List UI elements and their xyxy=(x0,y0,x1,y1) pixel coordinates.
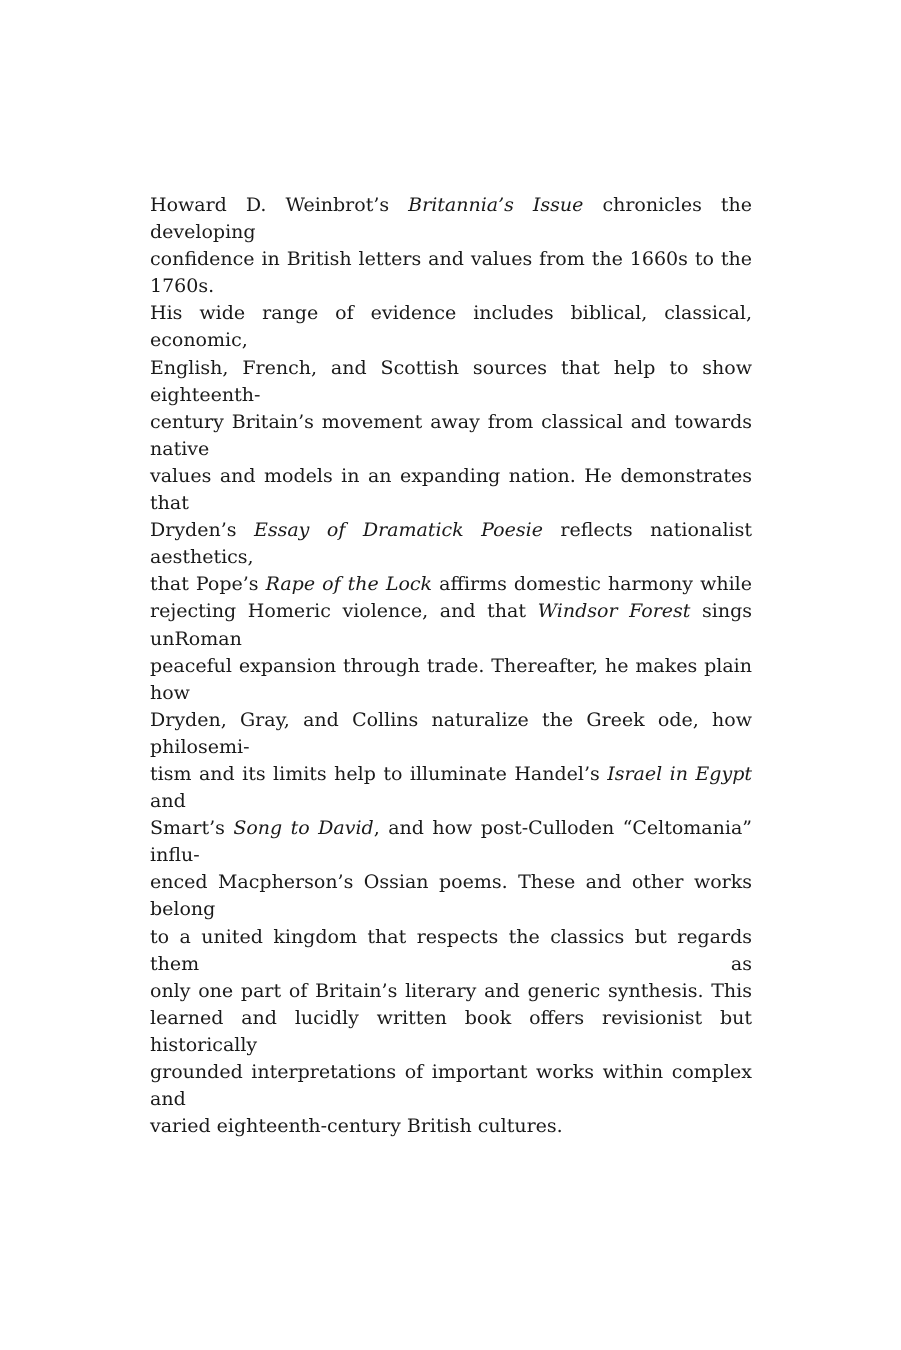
text-run: confidence in British letters and values from the 1660s to the 1760s. xyxy=(150,248,752,298)
text-run: Dryden’s xyxy=(150,519,254,542)
text-run: English, French, and Scottish sources that help to show eighteenth- xyxy=(150,356,752,406)
text-run: rejecting Homeric violence, and that xyxy=(150,600,538,623)
text-line xyxy=(150,707,752,761)
text-line xyxy=(150,869,752,923)
text-line xyxy=(150,1059,752,1113)
text-run: values and models in an expanding nation. He demonstrates that xyxy=(150,464,752,515)
text-run: affirms domestic harmony while xyxy=(432,573,752,596)
book-description-paragraph xyxy=(150,192,752,1140)
text-run: Smart’s xyxy=(150,817,234,840)
text-run: to a united kingdom that respects the classics but regards them as xyxy=(150,925,752,975)
text-line xyxy=(150,978,752,1005)
text-run: Dryden, Gray, and Collins naturalize the Greek ode, how philosemi- xyxy=(150,708,752,758)
text-line xyxy=(150,815,752,869)
text-run: grounded interpretations of important works within complex and xyxy=(150,1061,752,1111)
text-run: peaceful expansion through trade. Thereafter, he makes plain how xyxy=(150,654,752,704)
text-run: only one part of Britain’s literary and generic synthesis. This xyxy=(150,979,752,1002)
text-run: that Pope’s xyxy=(150,573,266,596)
text-line xyxy=(150,246,752,300)
text-line xyxy=(150,1005,752,1059)
text-run: century Britain’s movement away from classical and towards native xyxy=(150,410,752,460)
text-line xyxy=(150,571,752,598)
italic-title: Israel in Egypt xyxy=(607,762,752,785)
italic-title: Britannia’s Issue xyxy=(408,194,584,216)
text-run: chronicles the developing xyxy=(150,194,753,244)
text-line xyxy=(150,1113,752,1140)
italic-title: Rape of the Lock xyxy=(265,573,433,596)
text-run: enced Macpherson’s Ossian poems. These and other works belong xyxy=(150,871,752,921)
italic-title: Essay of Dramatick Poesie xyxy=(253,519,543,542)
text-line xyxy=(150,192,752,246)
text-run: reflects nationalist aesthetics, xyxy=(150,519,752,569)
italic-title: Song to David xyxy=(233,817,374,840)
italic-title: Windsor Forest xyxy=(537,600,691,623)
text-run: His wide range of evidence includes biblical, classical, economic, xyxy=(150,302,752,352)
text-line xyxy=(150,761,752,815)
text-run: learned and lucidly written book offers revisionist but historically xyxy=(150,1006,752,1056)
text-line xyxy=(150,653,752,707)
text-line xyxy=(150,355,752,409)
text-line xyxy=(150,409,752,463)
text-run: , and how post-Culloden “Celtomania” influ- xyxy=(150,817,752,867)
text-line xyxy=(150,924,752,978)
text-run: Howard D. Weinbrot’s xyxy=(150,194,409,216)
text-line xyxy=(150,598,752,652)
text-line xyxy=(150,300,752,354)
text-run: tism and its limits help to illuminate Handel’s xyxy=(150,762,608,785)
text-run: and xyxy=(150,790,186,813)
text-run: sings unRoman xyxy=(150,600,752,650)
text-line xyxy=(150,517,752,571)
text-run: varied eighteenth-century British cultures. xyxy=(150,1115,563,1138)
text-line xyxy=(150,463,752,517)
